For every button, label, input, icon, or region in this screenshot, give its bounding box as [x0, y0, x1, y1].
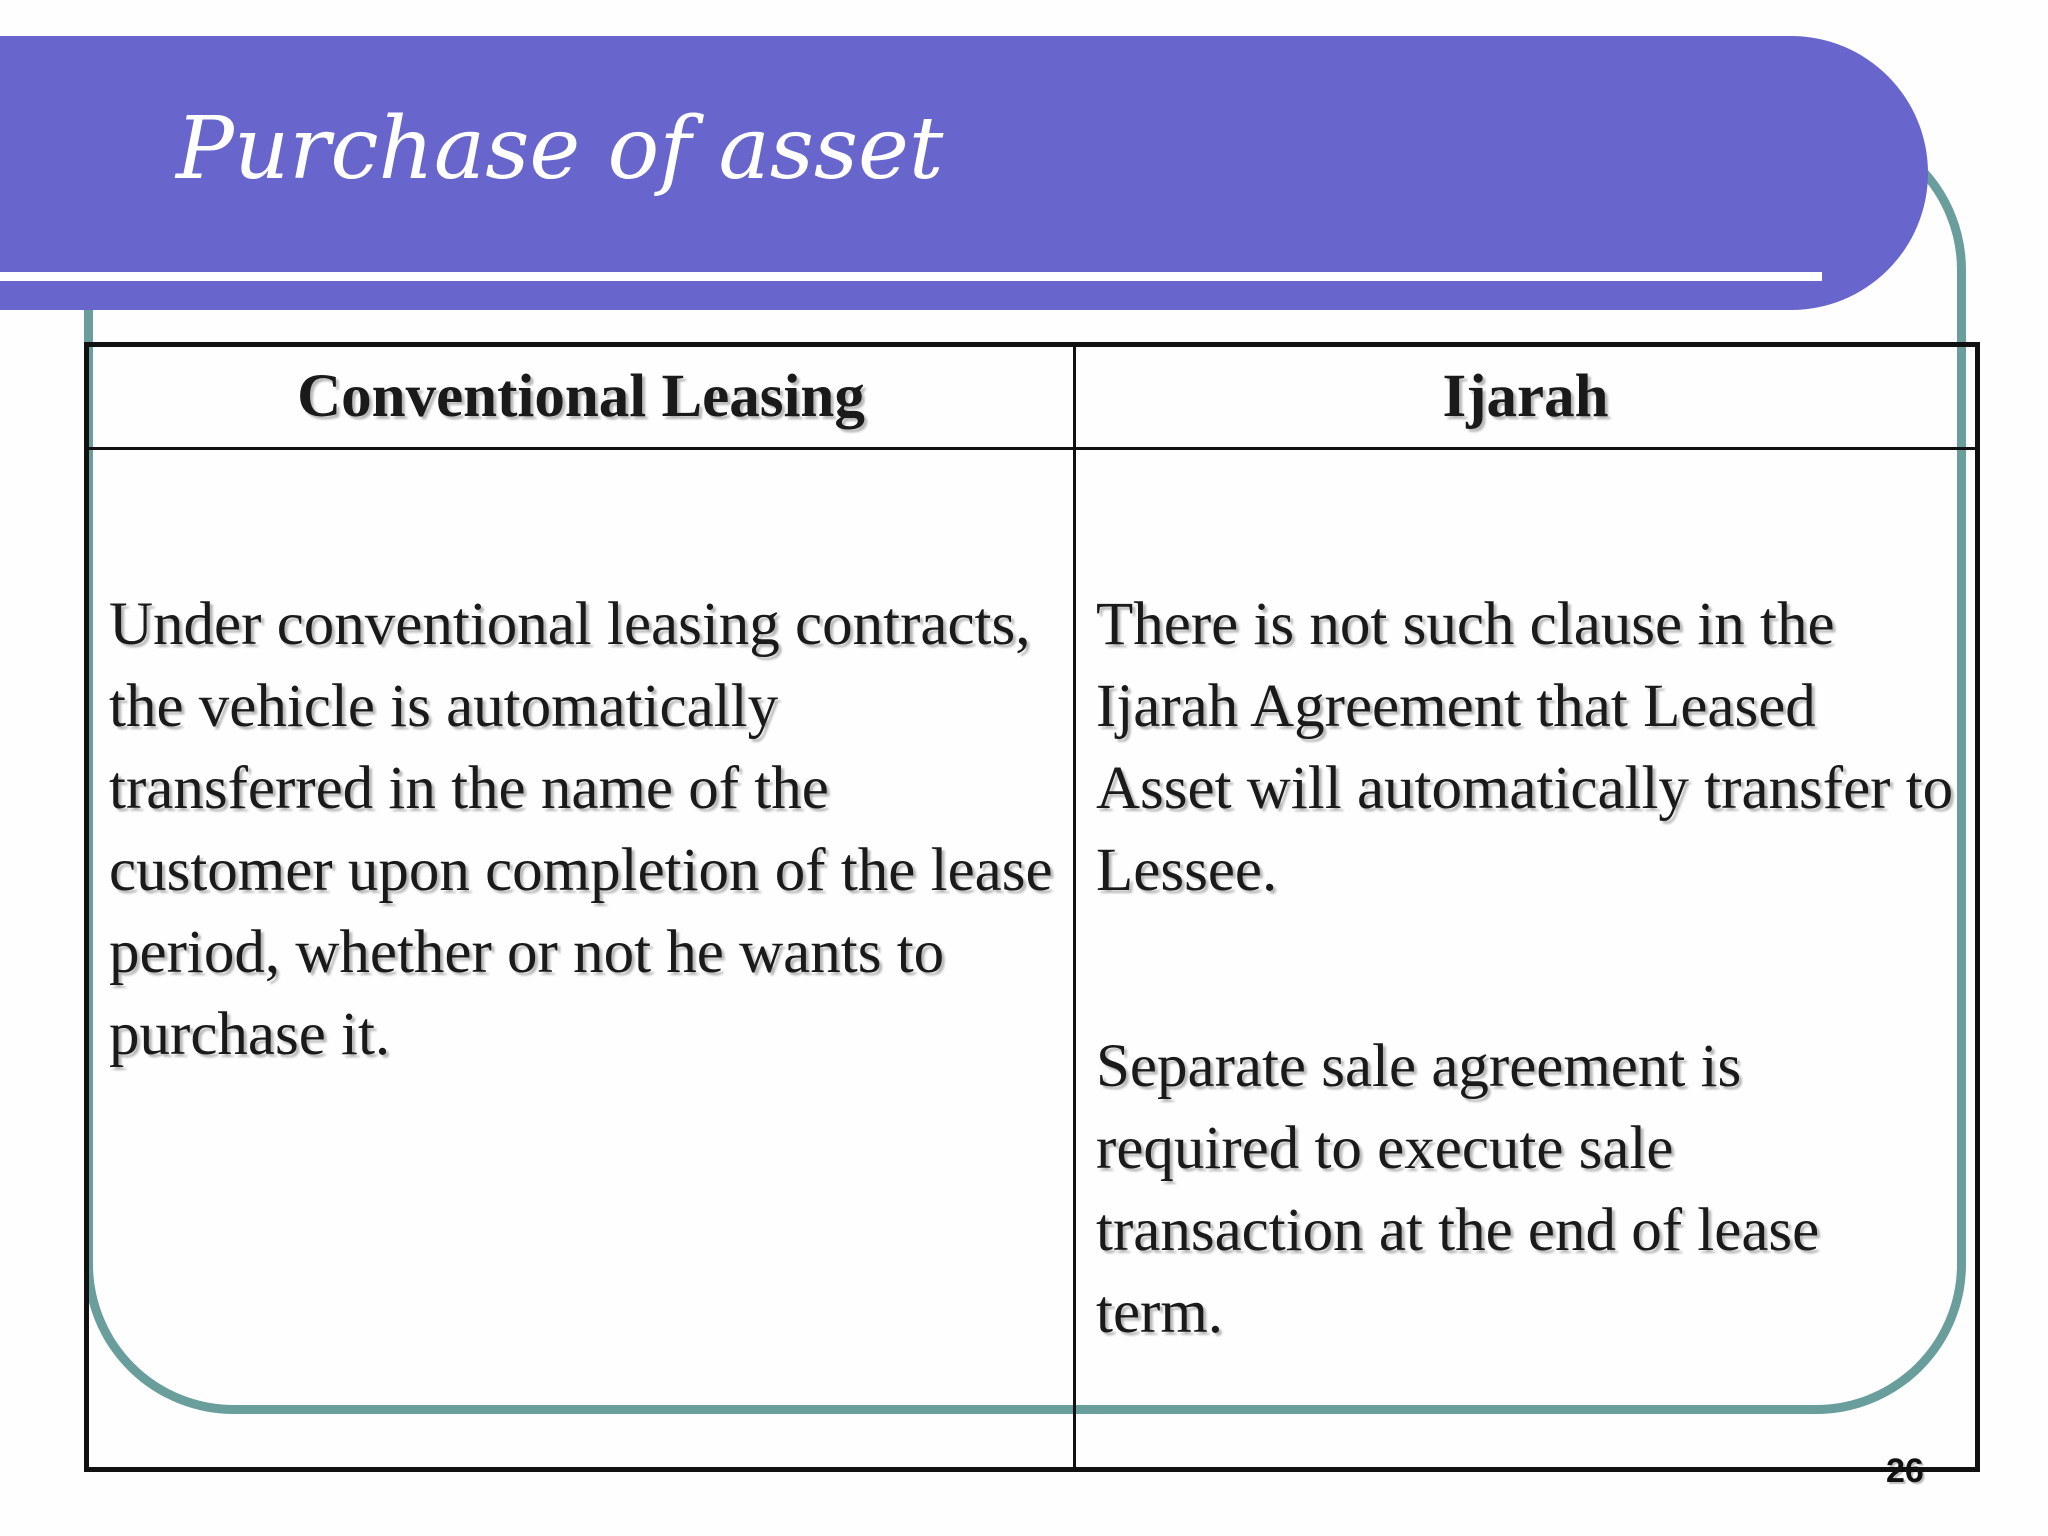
cell-conventional-leasing [87, 449, 1075, 1470]
ijarah-paragraph-2: Separate sale agreement is required to execute sale transaction at the end of lease term. [1096, 1033, 1820, 1346]
header-conventional-leasing: Conventional Leasing [87, 345, 1075, 449]
title-banner-rule [0, 272, 1822, 281]
comparison-table [84, 342, 1980, 1472]
table-header-row [87, 345, 1978, 449]
slide-title: Purchase of asset [176, 99, 944, 199]
cell-ijarah [1075, 449, 1978, 1470]
slide-page-number: 26 [1886, 1452, 1924, 1490]
header-ijarah: Ijarah [1075, 345, 1978, 449]
table-row [87, 449, 1978, 1470]
conventional-paragraph: Under conventional leasing contracts, the vehicle is automatically transferred in the name of the customer upon completion of the lease period, whether or not he wants to purchase it. [109, 591, 1053, 1068]
ijarah-paragraph-1: There is not such clause in the Ijarah Agreement that Leased Asset will automatically transfer to Lessee. [1096, 591, 1954, 904]
